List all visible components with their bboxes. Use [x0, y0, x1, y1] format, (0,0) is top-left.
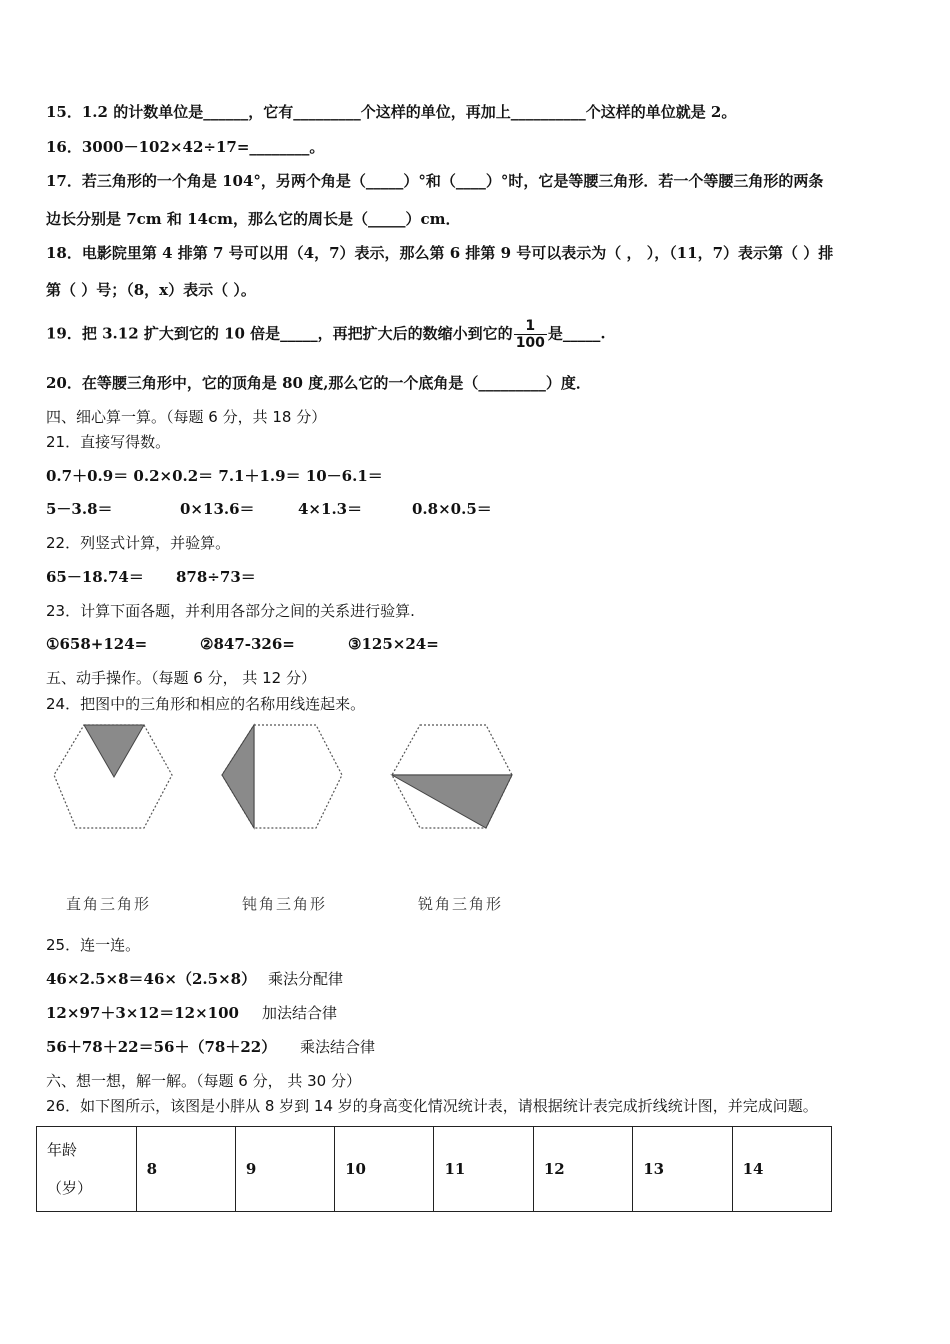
hexagon-3	[392, 725, 512, 828]
age-cell: 13	[633, 1127, 732, 1212]
question-17-line1: 17．若三角形的一个角是 104°，另两个角是（_____）°和（____）°时，它是等腰三角形．若一个等腰三角形的两条	[46, 172, 824, 190]
q25-expression: 46×2.5×8＝46×（2.5×8）	[46, 970, 257, 988]
hexagon-2	[222, 725, 342, 828]
question-22-item: 65－18.74＝	[46, 568, 144, 586]
question-17-line2: 边长分别是 7cm 和 14cm，那么它的周长是（_____）cm．	[46, 210, 461, 228]
label-obtuse-triangle: 钝角三角形	[242, 895, 328, 913]
age-cell: 8	[136, 1127, 235, 1212]
age-header-line1: 年龄	[47, 1141, 78, 1159]
section-4-title: 四、细心算一算。（每题 6 分，共 18 分）	[46, 408, 327, 426]
question-21-row1: 0.7＋0.9＝ 0.2×0.2＝ 7.1＋1.9＝ 10－6.1＝	[46, 467, 383, 485]
question-18-line2: 第（ ）号；（8，x）表示（ ）。	[46, 281, 256, 299]
question-23-item: ②847-326=	[200, 635, 295, 653]
fraction-denominator: 100	[515, 335, 545, 351]
question-19	[46, 318, 606, 351]
age-table	[36, 1126, 832, 1212]
question-15: 15．1.2 的计数单位是______，它有_________个这样的单位，再加上__________个这样的单位就是 2。	[46, 103, 737, 121]
question-19-before: 19．把 3.12 扩大到它的 10 倍是_____，再把扩大后的数缩小到它的	[46, 324, 513, 343]
hexagon-1	[54, 725, 172, 828]
question-22-item: 878÷73＝	[176, 568, 256, 586]
question-21-item: 5－3.8＝	[46, 500, 113, 518]
age-cell: 11	[434, 1127, 533, 1212]
age-cell: 9	[235, 1127, 334, 1212]
age-cell: 12	[533, 1127, 632, 1212]
question-21-title: 21．直接写得数。	[46, 433, 171, 451]
question-18-line1: 18．电影院里第 4 排第 7 号可以用（4，7）表示，那么第 6 排第 9 号可以表示为（ ， ），（11，7）表示第（ ）排	[46, 244, 834, 262]
q25-law: 乘法分配律	[268, 970, 344, 988]
fraction-numerator: 1	[514, 318, 547, 335]
question-23-title: 23．计算下面各题，并利用各部分之间的关系进行验算.	[46, 602, 415, 620]
age-cell: 10	[335, 1127, 434, 1212]
section-6-title: 六、想一想，解一解。（每题 6 分， 共 30 分）	[46, 1072, 361, 1090]
question-23-item: ③125×24=	[348, 635, 439, 653]
shaded-triangle-3	[392, 775, 512, 828]
section-5-title: 五、动手操作。（每题 6 分， 共 12 分）	[46, 669, 316, 687]
question-19-after: 是_____.	[547, 324, 606, 343]
age-header-cell	[37, 1127, 137, 1212]
label-right-triangle: 直角三角形	[66, 895, 152, 913]
q25-law: 加法结合律	[262, 1004, 338, 1022]
q25-law: 乘法结合律	[300, 1038, 376, 1056]
fraction	[514, 318, 547, 351]
question-26-title: 26．如下图所示，该图是小胖从 8 岁到 14 岁的身高变化情况统计表，请根据统计表完成折线统计图，并完成问题。	[46, 1097, 818, 1115]
question-21-item: 0×13.6＝	[180, 500, 255, 518]
question-22-title: 22．列竖式计算，并验算。	[46, 534, 231, 552]
question-21-item: 4×1.3＝	[298, 500, 363, 518]
label-acute-triangle: 锐角三角形	[418, 895, 504, 913]
question-20: 20．在等腰三角形中，它的顶角是 80 度,那么它的一个底角是（_________）度．	[46, 374, 591, 392]
question-16: 16．3000－102×42÷17=________。	[46, 138, 325, 156]
age-cell: 14	[732, 1127, 831, 1212]
hexagon-figures	[46, 715, 526, 845]
age-header-line2: （岁）	[47, 1179, 93, 1197]
question-23-item: ①658+124=	[46, 635, 148, 653]
q25-expression: 12×97＋3×12＝12×100	[46, 1004, 239, 1022]
table-row	[37, 1127, 832, 1212]
shaded-triangle-1	[84, 725, 144, 777]
q25-expression: 56＋78＋22＝56＋（78＋22）	[46, 1038, 277, 1056]
shaded-triangle-2	[222, 725, 254, 828]
question-24-title: 24．把图中的三角形和相应的名称用线连起来。	[46, 695, 366, 713]
question-21-item: 0.8×0.5＝	[412, 500, 492, 518]
question-25-title: 25．连一连。	[46, 936, 141, 954]
